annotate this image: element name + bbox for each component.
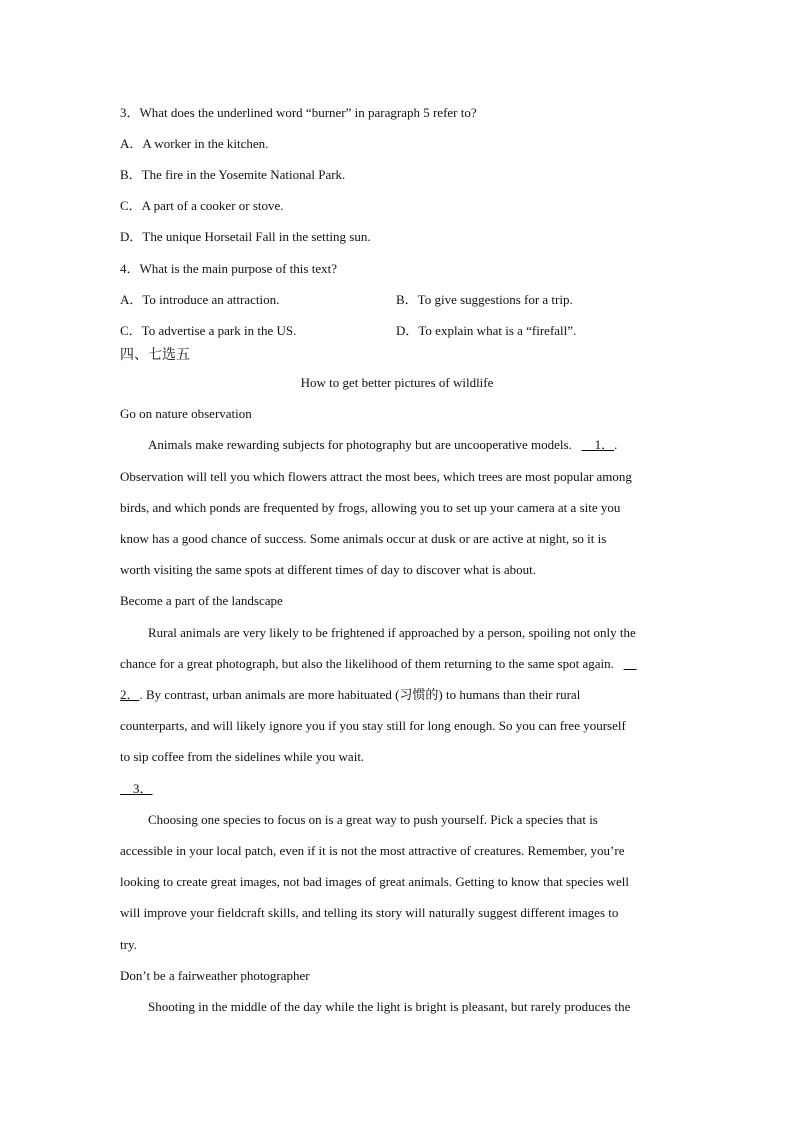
question-4-option-a: A．To introduce an attraction. bbox=[120, 292, 280, 307]
paragraph-3-line-4: will improve your fieldcraft skills, and telling its story will naturally suggest different images to bbox=[120, 905, 619, 920]
paragraph-3-line-3: looking to create great images, not bad images of great animals. Getting to know that species well bbox=[120, 874, 630, 889]
subheading-landscape: Become a part of the landscape bbox=[120, 593, 283, 608]
paragraph-2-line-1: Rural animals are very likely to be frightened if approached by a person, spoiling not only the bbox=[148, 625, 636, 640]
passage-title: How to get better pictures of wildlife bbox=[300, 375, 494, 390]
paragraph-4-line-1: Shooting in the middle of the day while the light is bright is pleasant, but rarely produces the bbox=[148, 999, 631, 1014]
paragraph-1-line-5: worth visiting the same spots at different times of day to discover what is about. bbox=[120, 562, 537, 577]
paragraph-3-line-1: Choosing one species to focus on is a great way to push yourself. Pick a species that is bbox=[148, 812, 598, 827]
question-3-stem: 3．What does the underlined word “burner” in paragraph 5 refer to? bbox=[120, 105, 477, 120]
paragraph-1-line-1: Animals make rewarding subjects for photography but are uncooperative models. 1．. bbox=[148, 437, 618, 452]
question-4-stem: 4．What is the main purpose of this text? bbox=[120, 261, 337, 276]
question-3-option-a: A．A worker in the kitchen. bbox=[120, 136, 269, 151]
paragraph-2-line-5: to sip coffee from the sidelines while you wait. bbox=[120, 749, 365, 764]
question-4-option-c: C．To advertise a park in the US. bbox=[120, 323, 297, 338]
question-3-option-d: D．The unique Horsetail Fall in the setting sun. bbox=[120, 229, 371, 244]
subheading-fairweather: Don’t be a fairweather photographer bbox=[120, 968, 310, 983]
blank-2-start bbox=[624, 656, 637, 671]
paragraph-2-line-4: counterparts, and will likely ignore you if you stay still for long enough. So you can free yourself bbox=[120, 718, 626, 733]
paragraph-2-line-3: 2．. By contrast, urban animals are more habituated (习惯的) to humans than their rural bbox=[120, 687, 581, 702]
question-4-option-d: D．To explain what is a “firefall”. bbox=[396, 323, 577, 338]
subheading-nature-observation: Go on nature observation bbox=[120, 406, 252, 421]
question-3-option-b: B．The fire in the Yosemite National Park. bbox=[120, 167, 346, 182]
paragraph-3-line-2: accessible in your local patch, even if it is not the most attractive of creatures. Remember, you’re bbox=[120, 843, 625, 858]
paragraph-2-line-2: chance for a great photograph, but also the likelihood of them returning to the same spot again. bbox=[120, 656, 637, 672]
blank-3: 3． bbox=[120, 781, 153, 796]
question-3-option-c: C．A part of a cooker or stove. bbox=[120, 198, 284, 213]
blank-1: 1． bbox=[581, 437, 615, 452]
paragraph-1-line-2: Observation will tell you which flowers attract the most bees, which trees are most popular among bbox=[120, 469, 632, 484]
paragraph-1-line-4: know has a good chance of success. Some animals occur at dusk or are active at night, so it is bbox=[120, 531, 607, 546]
paragraph-1-line-3: birds, and which ponds are frequented by frogs, allowing you to set up your camera at a site you bbox=[120, 500, 621, 515]
blank-2: 2． bbox=[120, 687, 140, 702]
section-title: 四、七选五 bbox=[120, 348, 190, 363]
question-4-option-b: B．To give suggestions for a trip. bbox=[396, 292, 573, 307]
blank-3-heading bbox=[120, 781, 153, 797]
paragraph-3-line-5: try. bbox=[120, 937, 137, 952]
